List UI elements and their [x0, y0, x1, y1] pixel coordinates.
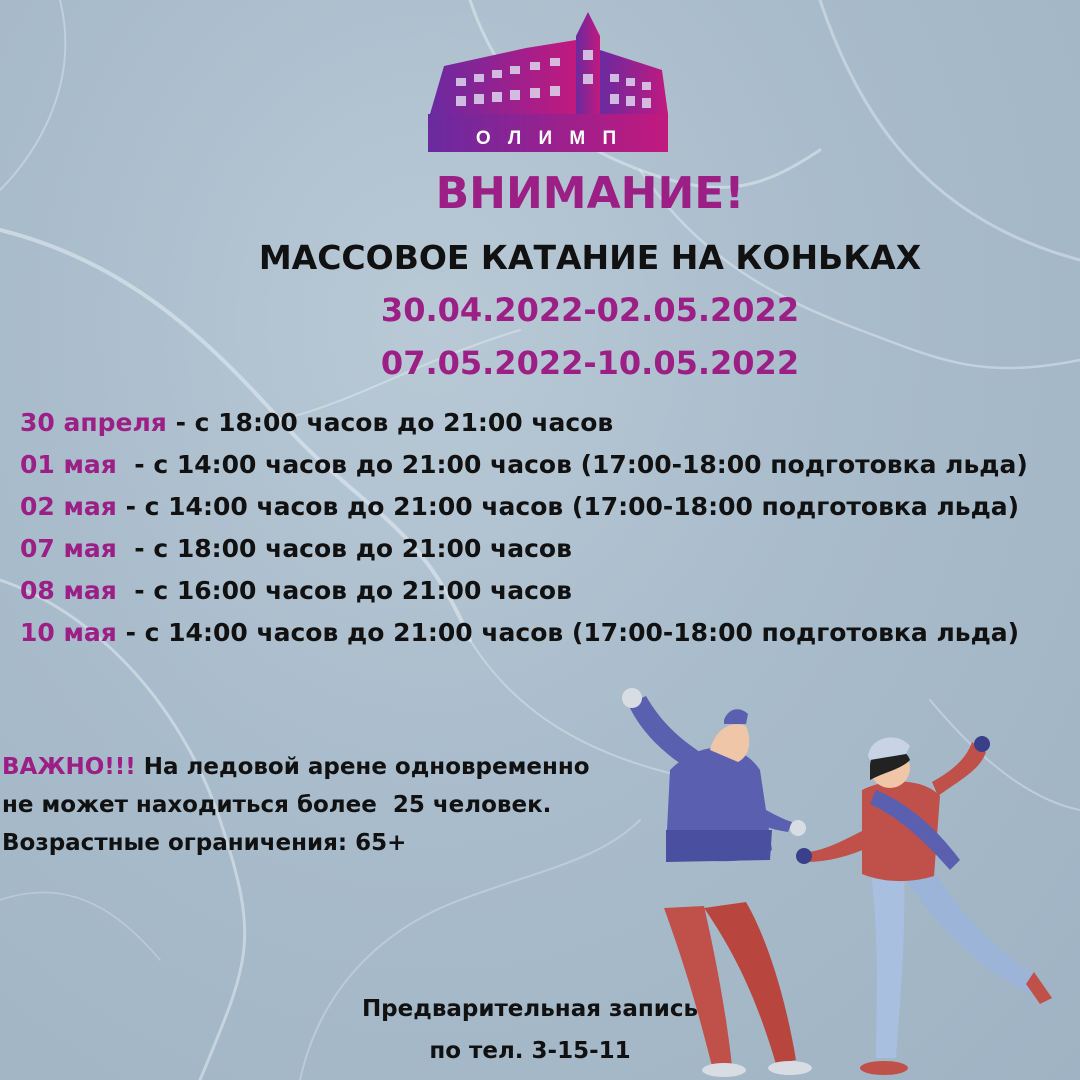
schedule-row — [20, 612, 1080, 654]
schedule-day: 02 мая — [20, 492, 117, 521]
schedule-time: - с 14:00 часов до 21:00 часов (17:00-18:00 подготовка льда) — [116, 450, 1028, 479]
notice-label: ВАЖНО!!! — [2, 754, 136, 780]
schedule-row — [20, 444, 1080, 486]
schedule-day: 30 апреля — [20, 408, 167, 437]
schedule-day: 08 мая — [20, 576, 117, 605]
schedule-row — [20, 570, 1080, 612]
notice-line-3: Возрастные ограничения: 65+ — [2, 830, 407, 856]
logo-text: О Л И М П — [475, 128, 623, 149]
olimp-logo — [426, 8, 672, 154]
schedule-time: - с 18:00 часов до 21:00 часов — [116, 534, 572, 563]
event-subtitle: МАССОВОЕ КАТАНИЕ НА КОНЬКАХ — [258, 238, 922, 277]
female-skater — [796, 736, 1052, 1075]
notice-text-1: На ледовой арене одновременно — [135, 754, 590, 780]
date-range-2: 07.05.2022-10.05.2022 — [380, 344, 800, 382]
schedule-day: 01 мая — [20, 450, 117, 479]
schedule-time: - с 16:00 часов до 21:00 часов — [116, 576, 572, 605]
important-notice — [2, 748, 662, 862]
schedule-row — [20, 528, 1080, 570]
schedule-time: - с 18:00 часов до 21:00 часов — [166, 408, 614, 437]
notice-line-1 — [2, 748, 662, 786]
registration-line: Предварительная запись — [361, 996, 699, 1022]
schedule-time: - с 14:00 часов до 21:00 часов (17:00-18:00 подготовка льда) — [116, 492, 1020, 521]
date-range-1: 30.04.2022-02.05.2022 — [380, 291, 800, 329]
schedule-day: 07 мая — [20, 534, 117, 563]
schedule-row — [20, 402, 1080, 444]
schedule-day: 10 мая — [20, 618, 117, 647]
schedule-list — [20, 402, 1080, 654]
schedule-time: - с 14:00 часов до 21:00 часов (17:00-18:00 подготовка льда) — [116, 618, 1020, 647]
attention-title: ВНИМАНИЕ! — [435, 168, 745, 219]
notice-line-2: не может находиться более 25 человек. — [2, 792, 552, 818]
schedule-row — [20, 486, 1080, 528]
phone-line: по тел. 3-15-11 — [429, 1038, 631, 1064]
